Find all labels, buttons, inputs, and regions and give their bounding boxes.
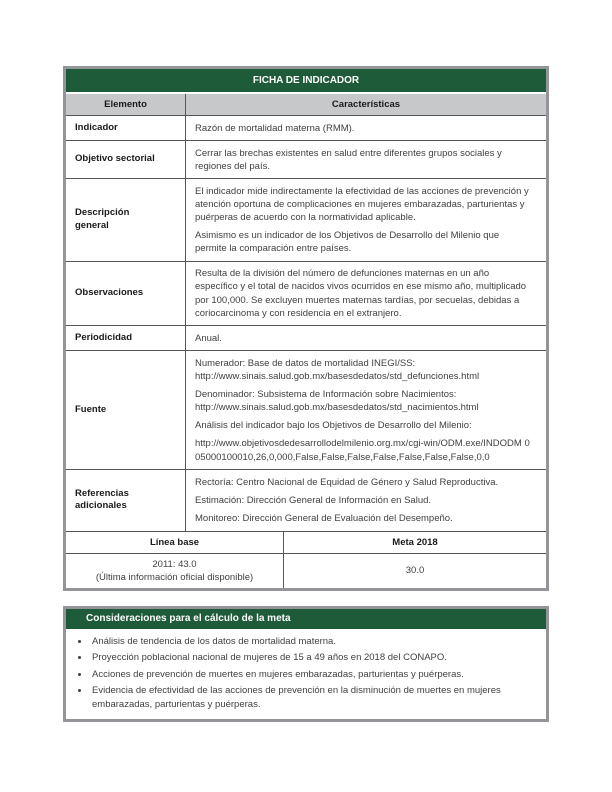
row-content [185,141,546,178]
paragraph: http://www.objetivosdedesarrollodelmilenio.org.mx/cgi-win/ODM.exe/INDODM 005000100010,26,0,000,False,False,False,False,False,False,False,0,0 [195,438,530,463]
row-label: Indicador [75,121,118,133]
paragraph: Anual. [195,332,222,344]
column-header-caracteristicas: Características [185,94,546,115]
paragraph: Rectoría: Centro Nacional de Equidad de Género y Salud Reproductiva. [195,476,499,488]
row-label: Referencias adicionales [75,487,129,512]
linea-base-value-line1: 2011: 43.0 [152,558,197,570]
row-content [185,470,546,530]
consideration-item: • Evidencia de efectividad de las acciones de prevención en la disminución de muertes en mujeres embarazadas, parturientas y puérperas. [90,684,546,712]
linea-base-header: Línea base [149,536,200,548]
paragraph: Numerador: Base de datos de mortalidad INEGI/SS: http://www.sinais.salud.gob.mx/basesdedatos/std_defunciones.html [195,357,480,383]
paragraph: Estimación: Dirección General de Información en Salud. [195,494,432,506]
row-content [185,262,546,325]
paragraph: El indicador mide indirectamente la efectividad de las acciones de prevención y atención oportuna de complicaciones en mujeres embarazadas, parturientas y puérperas de acuerdo con la normatividad aplicable. [195,185,529,224]
consideraciones-box [63,606,549,722]
paragraph: Denominador: Subsistema de Información sobre Nacimientos: http://www.sinais.salud.gob.mx/basesdedatos/std_nacimientos.html [195,389,479,414]
linea-base-value [66,554,283,589]
row-content [185,116,546,140]
row-content [185,351,546,469]
baseline-header-row [66,531,546,553]
table-row-descripcion-general [66,178,546,261]
linea-base-value-line2: (Última información oficial disponible) [95,571,254,583]
column-header-row [66,94,546,115]
meta-2018-value: 30.0 [283,554,546,589]
consideraciones-list [66,635,546,711]
row-label: Fuente [75,403,107,415]
paragraph: Monitoreo: Dirección General de Evaluación del Desempeño. [195,512,453,524]
meta-2018-header: Meta 2018 [283,532,546,553]
consideration-item: • Análisis de tendencia de los datos de mortalidad materna. [90,635,546,649]
consideration-item: • Acciones de prevención de muertes en mujeres embarazadas, parturientas y puérperas. [90,668,546,682]
column-header-elemento: Elemento [104,99,147,110]
table-row-observaciones [66,261,546,325]
paragraph: Resulta de la división del número de defunciones maternas en un año específico y el total de nacidos vivos ocurridos en ese mismo año, multiplicado por 100,000. Se excluyen muertes maternas tardías, por secuelas, debidas a coriocarcinoma y con residencia en el extranjero. [195,268,527,319]
ficha-indicador-table [63,66,549,591]
table-title: FICHA DE INDICADOR [252,75,360,86]
consideraciones-title-bar [66,609,546,629]
row-content [185,179,546,261]
table-row-objetivo-sectorial [66,140,546,178]
row-label: Objetivo sectorial [75,153,155,165]
table-row-periodicidad [66,325,546,350]
table-title-bar [66,69,546,94]
row-label: Observaciones [75,287,144,299]
paragraph: Análisis del indicador bajo los Objetivos de Desarrollo del Milenio: [195,420,472,432]
row-label: Periodicidad [75,331,133,343]
row-label: Descripción general [75,207,130,232]
paragraph: Asimismo es un indicador de los Objetivos de Desarrollo del Milenio que permite la comparación entre países. [195,230,500,255]
paragraph: Cerrar las brechas existentes en salud entre diferentes grupos sociales y regiones del país. [195,147,502,172]
row-content [185,326,546,350]
table-row-indicador [66,115,546,140]
table-row-referencias-adicionales [66,469,546,530]
consideraciones-title: Consideraciones para el cálculo de la meta [86,613,291,625]
consideration-item: • Proyección poblacional nacional de mujeres de 15 a 49 años en 2018 del CONAPO. [90,651,546,665]
baseline-value-row [66,553,546,589]
paragraph: Razón de mortalidad materna (RMM). [195,122,355,134]
table-row-fuente [66,350,546,469]
